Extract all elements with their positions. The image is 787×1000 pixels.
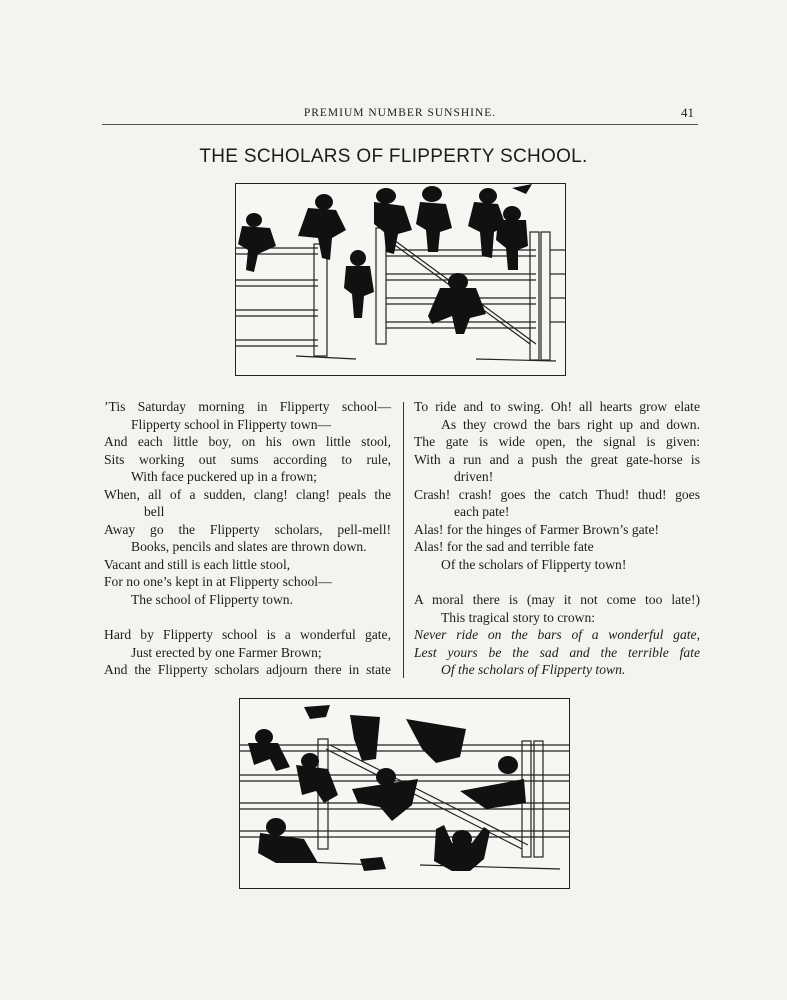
silhouette-children-falling-from-gate-illustration bbox=[240, 699, 569, 888]
moral-line: Of the scholars of Flipperty town. bbox=[441, 662, 626, 677]
verse-line: Away go the Flipperty scholars, pell-mell! bbox=[104, 521, 391, 537]
page-number: 41 bbox=[681, 105, 694, 120]
verse-line: And each little boy, on his own little stool, bbox=[104, 434, 391, 449]
silhouette-children-on-gate-illustration bbox=[236, 184, 565, 375]
verse-line: And the Flipperty scholars adjourn there in state bbox=[104, 662, 391, 677]
verse-line: Just erected by one Farmer Brown; bbox=[131, 644, 322, 660]
verse-line: Of the scholars of Flipperty town! bbox=[441, 556, 627, 572]
verse-line: Alas! for the sad and terrible fate bbox=[414, 539, 594, 554]
verse-line: With a run and a push the great gate-horse is bbox=[414, 451, 700, 467]
verse-line: To ride and to swing. Oh! all hearts grow elate bbox=[414, 399, 700, 414]
stanza-break bbox=[414, 573, 700, 591]
illustration-bottom bbox=[239, 698, 570, 889]
verse-line: Flipperty school in Flipperty town— bbox=[131, 416, 332, 432]
moral-line: Lest yours be the sad and the terrible fate bbox=[414, 644, 700, 660]
moral-line: Never ride on the bars of a wonderful gate, bbox=[414, 627, 700, 642]
verse-line: driven! bbox=[454, 469, 494, 484]
poem-title: THE SCHOLARS OF FLIPPERTY SCHOOL. bbox=[199, 146, 588, 167]
verse-line: With face puckered up in a frown; bbox=[131, 469, 317, 484]
verse-line: This tragical story to crown: bbox=[441, 609, 596, 625]
column-divider bbox=[403, 402, 404, 678]
verse-line: Crash! crash! goes the catch Thud! thud! goes bbox=[414, 486, 700, 502]
poem-column-left bbox=[104, 398, 391, 679]
verse-line: Vacant and still is each little stool, bbox=[104, 556, 291, 572]
verse-line: Hard by Flipperty school is a wonderful gate, bbox=[104, 627, 391, 642]
verse-line: Sits working out sums according to rule, bbox=[104, 451, 391, 467]
running-title: PREMIUM NUMBER SUNSHINE. bbox=[303, 107, 497, 119]
verse-line: Books, pencils and slates are thrown down. bbox=[131, 539, 367, 554]
verse-line: Alas! for the hinges of Farmer Brown’s gate! bbox=[414, 521, 659, 537]
verse-line: When, all of a sudden, clang! clang! peals the bbox=[104, 486, 391, 502]
illustration-top bbox=[235, 183, 566, 376]
verse-line: The gate is wide open, the signal is given: bbox=[414, 434, 700, 449]
stanza-break bbox=[104, 608, 391, 626]
verse-line: A moral there is (may it not come too late!) bbox=[414, 592, 700, 607]
verse-line: ’Tis Saturday morning in Flipperty school— bbox=[104, 399, 391, 414]
poem-column-right bbox=[414, 398, 700, 679]
verse-line: each pate! bbox=[454, 504, 510, 519]
verse-line: For no one’s kept in at Flipperty school— bbox=[104, 574, 332, 589]
verse-line: As they crowd the bars right up and down. bbox=[441, 416, 700, 432]
verse-line: The school of Flipperty town. bbox=[131, 591, 293, 607]
verse-line: bell bbox=[144, 504, 165, 519]
running-head bbox=[102, 104, 698, 125]
